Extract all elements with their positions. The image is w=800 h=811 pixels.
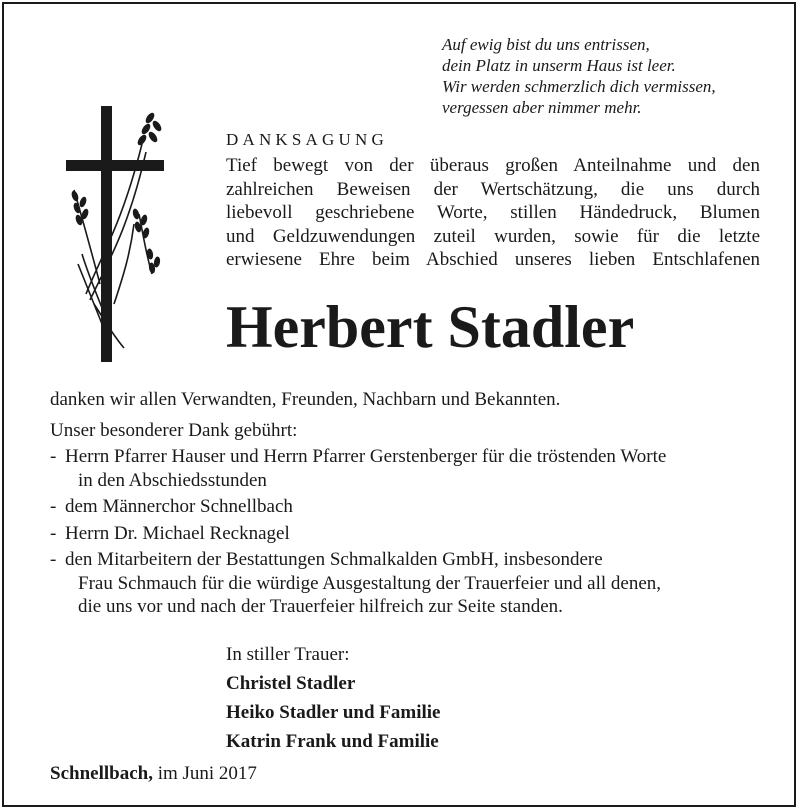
thanks-list-item xyxy=(50,445,770,492)
thanks-item-line: Herrn Dr. Michael Recknagel xyxy=(65,522,290,544)
intro-line: erwiesene Ehre beim Abschied unseres lieben Entschlafenen xyxy=(226,249,760,270)
place-date-line xyxy=(50,762,257,786)
dash-bullet: - xyxy=(50,496,57,517)
notice-frame xyxy=(2,2,796,807)
mourner-name: Christel Stadler xyxy=(226,673,356,694)
mourners-label: In stiller Trauer: xyxy=(226,644,350,665)
intro-paragraph xyxy=(226,154,760,272)
dash-bullet: - xyxy=(50,549,57,570)
deceased-name: Herbert Stadler xyxy=(226,294,635,360)
poem-line: vergessen aber nimmer mehr. xyxy=(442,98,642,117)
mourner-name: Katrin Frank und Familie xyxy=(226,731,439,752)
place: Schnellbach, xyxy=(50,763,153,784)
intro-line: Tief bewegt von der überaus großen Anteilnahme und den xyxy=(226,155,760,176)
thanks-item-line: Frau Schmauch für die würdige Ausgestaltung der Trauerfeier und all denen, xyxy=(78,572,662,594)
cross-with-wheat-icon xyxy=(64,104,179,366)
intro-line: zahlreichen Beweisen der Wertschätzung, die uns durch xyxy=(226,178,760,200)
memorial-poem xyxy=(442,34,782,118)
thanks-item-line: den Mitarbeitern der Bestattungen Schmalkalden GmbH, insbesondere xyxy=(65,549,603,570)
poem-line: dein Platz in unserm Haus ist leer. xyxy=(442,56,676,75)
thanks-list-item xyxy=(50,495,770,519)
thanks-item-line: Herrn Pfarrer Hauser und Herrn Pfarrer Gerstenberger für die tröstenden Worte xyxy=(65,446,667,467)
special-thanks-intro: Unser besonderer Dank gebührt: xyxy=(50,419,298,441)
intro-line: und Geldzuwendungen zuteil wurden, sowie für die letzte xyxy=(226,225,760,247)
dash-bullet: - xyxy=(50,522,57,544)
poem-line: Auf ewig bist du uns entrissen, xyxy=(442,35,650,54)
thanks-item-line: in den Abschiedsstunden xyxy=(78,469,267,491)
mourner-name: Heiko Stadler und Familie xyxy=(226,702,441,723)
poem-line: Wir werden schmerzlich dich vermissen, xyxy=(442,77,716,96)
thanks-list-item xyxy=(50,522,770,546)
date: im Juni 2017 xyxy=(157,763,257,784)
thanks-section xyxy=(50,388,770,619)
intro-line: liebevoll geschriebene Worte, stillen Händedruck, Blumen xyxy=(226,202,760,223)
thanks-list-item xyxy=(50,548,770,619)
mourners-block xyxy=(226,640,440,756)
dash-bullet: - xyxy=(50,446,57,467)
thanks-line: danken wir allen Verwandten, Freunden, Nachbarn und Bekannten. xyxy=(50,389,561,410)
thanks-item-line: die uns vor und nach der Trauerfeier hilfreich zur Seite standen. xyxy=(78,596,563,617)
heading-danksagung: DANKSAGUNG xyxy=(226,130,388,149)
thanks-item-line: dem Männerchor Schnellbach xyxy=(65,496,293,517)
